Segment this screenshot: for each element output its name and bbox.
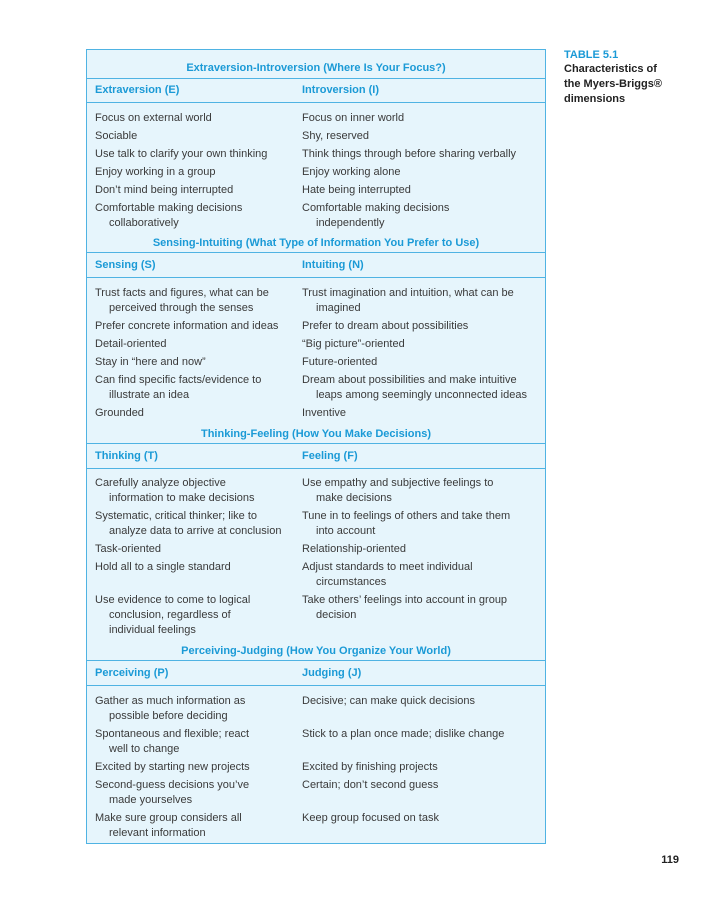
list-item-continuation: relevant information [109, 827, 206, 839]
list-item: Carefully analyze objective [95, 477, 226, 489]
list-item: Enjoy working in a group [95, 166, 216, 178]
caption-text [564, 62, 704, 107]
header-rule [87, 102, 545, 103]
section-rule [87, 252, 545, 253]
list-item: Detail-oriented [95, 338, 167, 350]
list-item: Stay in “here and now” [95, 356, 206, 368]
list-item: Use talk to clarify your own thinking [95, 148, 268, 160]
list-item: Certain; don’t second guess [302, 779, 439, 791]
header-rule [87, 468, 545, 469]
introversion-column [302, 111, 547, 231]
list-item: Excited by starting new projects [95, 761, 250, 773]
list-item-continuation: perceived through the senses [109, 302, 254, 314]
section-rule [87, 660, 545, 661]
list-item: Shy, reserved [302, 130, 370, 142]
list-item: Trust facts and figures, what can be [95, 287, 269, 299]
myers-briggs-table [86, 49, 546, 844]
header-judging: Judging (J) [302, 667, 362, 679]
header-rule [87, 685, 545, 686]
list-item-continuation: analyze data to arrive at conclusion [109, 525, 282, 537]
list-item: Relationship-oriented [302, 543, 406, 555]
page-number: 119 [661, 854, 679, 866]
list-item-continuation: possible before deciding [109, 710, 228, 722]
list-item: Spontaneous and flexible; react [95, 728, 250, 740]
list-item: Sociable [95, 130, 138, 142]
list-item-continuation: imagined [316, 302, 361, 314]
caption-line: dimensions [564, 93, 626, 105]
list-item: Focus on inner world [302, 112, 405, 124]
list-item-continuation: individual feelings [109, 624, 196, 636]
caption-label: TABLE 5.1 [564, 49, 619, 61]
list-item: Don’t mind being interrupted [95, 184, 234, 196]
list-item: Prefer to dream about possibilities [302, 320, 469, 332]
list-item: Make sure group considers all [95, 812, 242, 824]
list-item-continuation: made yourselves [109, 794, 193, 806]
list-item-continuation: information to make decisions [109, 492, 255, 504]
list-item: Use evidence to come to logical [95, 594, 251, 606]
list-item-continuation: circumstances [316, 576, 387, 588]
list-item: Take others’ feelings into account in group [302, 594, 508, 606]
list-item: Task-oriented [95, 543, 162, 555]
list-item: Excited by finishing projects [302, 761, 438, 773]
list-item: Trust imagination and intuition, what can be [302, 287, 514, 299]
intuiting-column [302, 286, 547, 421]
section-title-thinking-feeling: Thinking-Feeling (How You Make Decisions) [200, 428, 431, 440]
list-item: Hold all to a single standard [95, 561, 231, 573]
header-thinking: Thinking (T) [95, 450, 158, 462]
list-item: Grounded [95, 407, 144, 419]
list-item: Enjoy working alone [302, 166, 401, 178]
thinking-column [95, 476, 295, 638]
judging-column [302, 694, 547, 826]
feeling-column [302, 476, 547, 623]
list-item: Comfortable making decisions [95, 202, 243, 214]
list-item: Prefer concrete information and ideas [95, 320, 279, 332]
section-rule [87, 78, 545, 79]
list-item: Hate being interrupted [302, 184, 411, 196]
header-intuiting: Intuiting (N) [302, 259, 364, 271]
list-item: Tune in to feelings of others and take them [302, 510, 511, 522]
section-rule [87, 443, 545, 444]
header-rule [87, 277, 545, 278]
list-item: Decisive; can make quick decisions [302, 695, 476, 707]
sensing-column [95, 286, 295, 421]
section-title-extraversion-introversion: Extraversion-Introversion (Where Is Your Focus?) [186, 62, 446, 74]
list-item: Comfortable making decisions [302, 202, 450, 214]
header-introversion: Introversion (I) [302, 84, 380, 96]
section-title-sensing-intuiting: Sensing-Intuiting (What Type of Information You Prefer to Use) [152, 237, 480, 249]
header-feeling: Feeling (F) [302, 450, 358, 462]
list-item-continuation: decision [316, 609, 357, 621]
list-item: Use empathy and subjective feelings to [302, 477, 494, 489]
list-item: Think things through before sharing verbally [302, 148, 517, 160]
list-item: Adjust standards to meet individual [302, 561, 473, 573]
list-item-continuation: leaps among seemingly unconnected ideas [316, 389, 527, 401]
extraversion-column [95, 111, 295, 231]
list-item: Focus on external world [95, 112, 212, 124]
perceiving-column [95, 694, 295, 841]
list-item-continuation: independently [316, 217, 385, 229]
list-item: Keep group focused on task [302, 812, 439, 824]
list-item: Second-guess decisions you’ve [95, 779, 250, 791]
list-item-continuation: make decisions [316, 492, 392, 504]
list-item: Inventive [302, 407, 347, 419]
list-item: Stick to a plan once made; dislike change [302, 728, 505, 740]
list-item-continuation: well to change [109, 743, 180, 755]
header-perceiving: Perceiving (P) [95, 667, 169, 679]
list-item-continuation: into account [316, 525, 376, 537]
section-title-perceiving-judging: Perceiving-Judging (How You Organize Your World) [181, 645, 451, 657]
list-item: Gather as much information as [95, 695, 246, 707]
list-item: Systematic, critical thinker; like to [95, 510, 257, 522]
caption-line: Characteristics of [564, 63, 657, 75]
caption-line: the Myers-Briggs® [564, 78, 662, 90]
list-item-continuation: collaboratively [109, 217, 179, 229]
list-item-continuation: illustrate an idea [109, 389, 190, 401]
list-item: Future-oriented [302, 356, 378, 368]
header-extraversion: Extraversion (E) [95, 84, 180, 96]
list-item: Dream about possibilities and make intuitive [302, 374, 517, 386]
table-caption [564, 49, 704, 107]
list-item-continuation: conclusion, regardless of [109, 609, 231, 621]
list-item: Can find specific facts/evidence to [95, 374, 262, 386]
header-sensing: Sensing (S) [95, 259, 156, 271]
list-item: “Big picture”-oriented [302, 338, 405, 350]
